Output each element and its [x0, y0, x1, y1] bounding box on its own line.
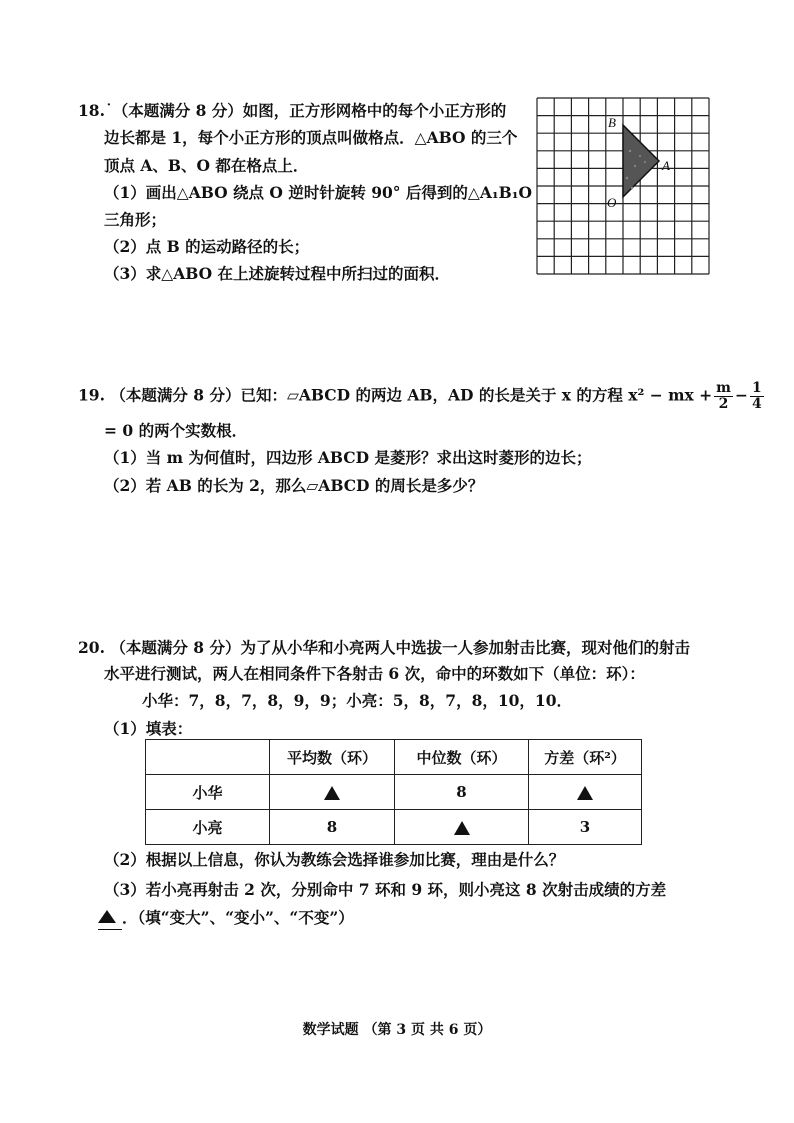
q20-line-1	[78, 638, 690, 658]
table-header-cell	[146, 740, 270, 775]
q20-text-1: （本题满分 8 分）为了从小华和小亮两人中选拔一人参加射击比赛，现对他们的射击	[110, 638, 690, 657]
q20-line-4: （1）填表：	[104, 719, 193, 738]
q18-line-4: （1）画出△ABO 绕点 O 逆时针旋转 90° 后得到的△A₁B₁O	[104, 183, 533, 202]
q20-text-7: ．（填“变大”、“变小”、“不变”）	[122, 908, 354, 927]
blank-triangle-icon	[324, 786, 340, 800]
score-table	[145, 739, 642, 845]
blank-triangle-icon	[577, 786, 593, 800]
table-row	[146, 775, 642, 810]
table-row-name: 小亮	[146, 810, 270, 845]
grid-figure	[535, 96, 711, 276]
frac2-num: 1	[751, 380, 762, 396]
table-cell	[270, 775, 395, 810]
q20-line-3: 小华：7，8，7，8，9，9；小亮：5，8，7，8，10，10．	[142, 691, 572, 710]
table-cell: 8	[395, 775, 529, 810]
table-cell	[395, 810, 529, 845]
q19-line-3: （1）当 m 为何值时，四边形 ABCD 是菱形？求出这时菱形的边长；	[104, 448, 592, 467]
label-o: O	[607, 195, 617, 210]
answer-blank	[98, 908, 122, 930]
table-row	[146, 810, 642, 845]
q18-line-7: （3）求△ABO 在上述旋转过程中所扫过的面积．	[104, 264, 451, 283]
q20-line-6: （3）若小亮再射击 2 次，分别命中 7 环和 9 环，则小亮这 8 次射击成绩的方差	[104, 880, 667, 899]
frac1-num: m	[716, 380, 731, 396]
q18-text-1: （本题满分 8 分）如图，正方形网格中的每个小正方形的	[112, 101, 507, 120]
q18-line-2: 边长都是 1，每个小正方形的顶点叫做格点．△ABO 的三个	[104, 128, 518, 147]
q18-number: 18.	[78, 101, 105, 120]
blank-triangle-icon	[454, 821, 470, 835]
table-cell	[529, 775, 642, 810]
table-cell: 3	[529, 810, 642, 845]
label-b: B	[608, 115, 616, 130]
page-footer: 数学试题 （第 3 页 共 6 页）	[302, 1022, 492, 1038]
q19-line-4: （2）若 AB 的长为 2，那么▱ABCD 的周长是多少？	[104, 476, 484, 495]
q19-text-1a: （本题满分 8 分）已知：	[110, 385, 287, 405]
q20-line-2: 水平进行测试，两人在相同条件下各射击 6 次，命中的环数如下（单位：环）：	[104, 664, 645, 683]
table-cell: 8	[270, 810, 395, 845]
blank-triangle-icon	[98, 910, 116, 923]
q20-number: 20.	[78, 638, 105, 657]
table-row-name: 小华	[146, 775, 270, 810]
frac2-den: 4	[751, 396, 762, 412]
fraction-1-over-4	[750, 381, 764, 412]
table-header-cell: 方差（环²）	[529, 740, 642, 775]
q18-line-5: 三角形；	[104, 210, 167, 229]
q18-line-6: （2）点 B 的运动路径的长；	[104, 237, 310, 256]
q20-line-5: （2）根据以上信息，你认为教练会选择谁参加比赛，理由是什么？	[104, 850, 565, 869]
q20-line-7	[98, 908, 354, 930]
q19-line-1	[78, 381, 766, 412]
table-header-row	[146, 740, 642, 775]
q19-number: 19.	[78, 385, 105, 405]
frac1-den: 2	[718, 396, 729, 412]
fraction-m-over-2	[714, 381, 733, 412]
label-a: A	[662, 158, 670, 173]
q18-line-1	[78, 101, 506, 121]
q19-line-2: = 0 的两个实数根．	[104, 421, 248, 440]
q19-minus: −	[734, 385, 748, 405]
table-header-cell: 中位数（环）	[395, 740, 529, 775]
grid-svg	[535, 96, 711, 276]
q18-mark: ˙	[104, 101, 113, 120]
table-header-cell: 平均数（环）	[270, 740, 395, 775]
q19-text-1b: ▱ABCD 的两边 AB，AD 的长是关于 x 的方程 x² − mx +	[286, 385, 713, 405]
q18-line-3: 顶点 A、B、O 都在格点上．	[104, 156, 309, 175]
